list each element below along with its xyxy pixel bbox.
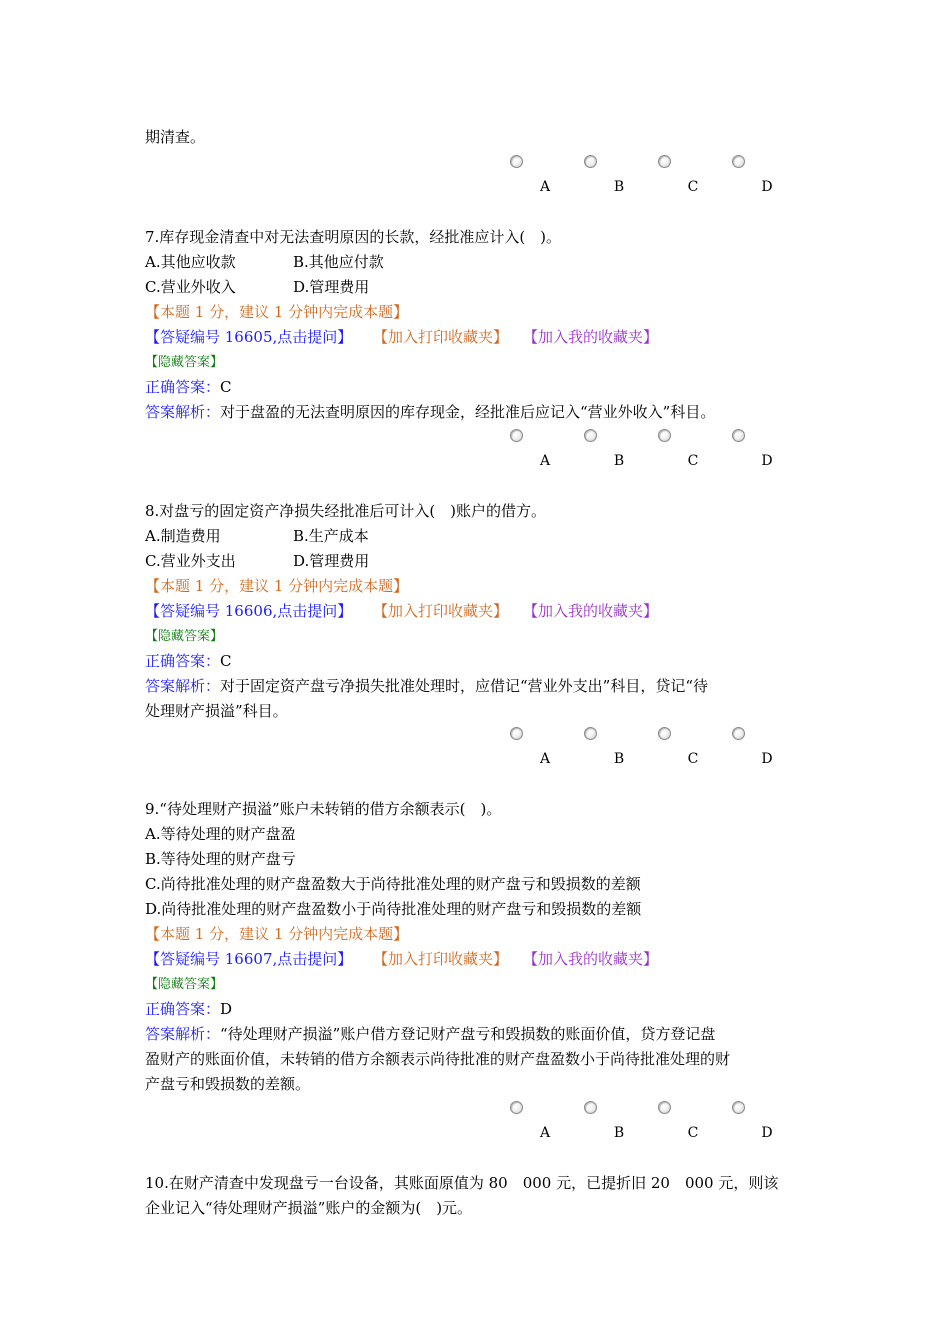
label-a: A <box>539 1125 551 1141</box>
q10-stem-line-2: 企业记入“待处理财产损溢”账户的金额为( )元。 <box>145 1199 473 1217</box>
q8-choices <box>510 727 773 787</box>
answer-label: 正确答案： <box>145 378 221 396</box>
q8-option-c: C.营业外支出 <box>145 552 236 570</box>
q6-choices <box>510 155 773 215</box>
radio-b[interactable] <box>584 727 597 740</box>
q8-hide-answer-link[interactable]: 【隐藏答案】 <box>145 629 224 644</box>
radio-c[interactable] <box>658 1101 671 1114</box>
answer-label: 正确答案： <box>145 1000 221 1018</box>
q7-option-a: A.其他应收款 <box>145 253 236 271</box>
label-b: B <box>613 1125 625 1141</box>
q7-score-note: 【本题 1 分，建议 1 分钟内完成本题】 <box>145 303 409 321</box>
q9-option-a: A.等待处理的财产盘盈 <box>145 825 296 843</box>
q8-ask-link[interactable]: 【答疑编号 16606,点击提问】 <box>145 602 353 620</box>
label-c: C <box>687 179 699 195</box>
label-a: A <box>539 179 551 195</box>
q7-print-fav-link[interactable]: 【加入打印收藏夹】 <box>373 328 509 346</box>
answer-value: D <box>220 1000 233 1018</box>
q8-print-fav-link[interactable]: 【加入打印收藏夹】 <box>373 602 509 620</box>
radio-c[interactable] <box>658 429 671 442</box>
q7-answer <box>145 375 232 400</box>
q9-option-c: C.尚待批准处理的财产盘盈数大于尚待批准处理的财产盘亏和毁损数的差额 <box>145 875 641 893</box>
q9-choices <box>510 1101 773 1161</box>
q8-stem: 8.对盘亏的固定资产净损失经批准后可计入( )账户的借方。 <box>145 502 547 520</box>
radio-d[interactable] <box>732 727 745 740</box>
q8-score-note: 【本题 1 分，建议 1 分钟内完成本题】 <box>145 577 409 595</box>
label-c: C <box>687 1125 699 1141</box>
q7-ask-link[interactable]: 【答疑编号 16605,点击提问】 <box>145 328 353 346</box>
answer-value: C <box>220 378 232 396</box>
q9-score-note: 【本题 1 分，建议 1 分钟内完成本题】 <box>145 925 409 943</box>
label-d: D <box>761 1125 773 1141</box>
q8-option-b: B.生产成本 <box>293 527 369 545</box>
q9-answer <box>145 997 232 1022</box>
analysis-text: 对于盘盈的无法查明原因的库存现金，经批准后应记入“营业外收入”科目。 <box>220 403 716 421</box>
label-a: A <box>539 453 551 469</box>
q9-analysis-line-1 <box>145 1022 715 1047</box>
radio-a[interactable] <box>510 155 523 168</box>
q9-option-b: B.等待处理的财产盘亏 <box>145 850 296 868</box>
q7-choices <box>510 429 773 489</box>
radio-c[interactable] <box>658 727 671 740</box>
q9-ask-link[interactable]: 【答疑编号 16607,点击提问】 <box>145 950 353 968</box>
radio-a[interactable] <box>510 727 523 740</box>
radio-a[interactable] <box>510 1101 523 1114</box>
radio-d[interactable] <box>732 155 745 168</box>
q8-my-fav-link[interactable]: 【加入我的收藏夹】 <box>523 602 659 620</box>
q6-stem-tail: 期清查。 <box>145 128 206 146</box>
q8-analysis-line-2: 处理财产损溢”科目。 <box>145 702 288 720</box>
label-d: D <box>761 751 773 767</box>
q7-option-c: C.营业外收入 <box>145 278 236 296</box>
q9-hide-answer-link[interactable]: 【隐藏答案】 <box>145 977 224 992</box>
q8-option-a: A.制造费用 <box>145 527 221 545</box>
analysis-text: 对于固定资产盘亏净损失批准处理时，应借记“营业外支出”科目，贷记“待 <box>220 677 709 695</box>
analysis-label: 答案解析： <box>145 403 221 421</box>
q8-option-d: D.管理费用 <box>293 552 370 570</box>
q7-stem: 7.库存现金清查中对无法查明原因的长款，经批准应计入( )。 <box>145 228 562 246</box>
q7-hide-answer-link[interactable]: 【隐藏答案】 <box>145 355 224 370</box>
analysis-text: “待处理财产损溢”账户借方登记财产盘亏和毁损数的账面价值，贷方登记盘 <box>220 1025 716 1043</box>
q9-my-fav-link[interactable]: 【加入我的收藏夹】 <box>523 950 659 968</box>
label-b: B <box>613 453 625 469</box>
answer-value: C <box>220 652 232 670</box>
q8-answer <box>145 649 232 674</box>
q8-analysis-line-1 <box>145 674 708 699</box>
label-b: B <box>613 179 625 195</box>
label-c: C <box>687 751 699 767</box>
label-b: B <box>613 751 625 767</box>
q7-option-d: D.管理费用 <box>293 278 370 296</box>
analysis-label: 答案解析： <box>145 1025 221 1043</box>
radio-c[interactable] <box>658 155 671 168</box>
q9-analysis-line-2: 盈财产的账面价值，未转销的借方余额表示尚待批准的财产盘盈数小于尚待批准处理的财 <box>145 1050 731 1068</box>
label-d: D <box>761 179 773 195</box>
radio-a[interactable] <box>510 429 523 442</box>
label-d: D <box>761 453 773 469</box>
q7-my-fav-link[interactable]: 【加入我的收藏夹】 <box>523 328 659 346</box>
label-c: C <box>687 453 699 469</box>
radio-b[interactable] <box>584 429 597 442</box>
radio-b[interactable] <box>584 155 597 168</box>
label-a: A <box>539 751 551 767</box>
q9-option-d: D.尚待批准处理的财产盘盈数小于尚待批准处理的财产盘亏和毁损数的差额 <box>145 900 642 918</box>
radio-b[interactable] <box>584 1101 597 1114</box>
q9-analysis-line-3: 产盘亏和毁损数的差额。 <box>145 1075 311 1093</box>
radio-d[interactable] <box>732 429 745 442</box>
analysis-label: 答案解析： <box>145 677 221 695</box>
q9-print-fav-link[interactable]: 【加入打印收藏夹】 <box>373 950 509 968</box>
q10-stem-line-1: 10.在财产清查中发现盘亏一台设备，其账面原值为 80 000 元，已提折旧 20 000 元，则该 <box>145 1174 779 1192</box>
radio-d[interactable] <box>732 1101 745 1114</box>
q7-option-b: B.其他应付款 <box>293 253 384 271</box>
q7-analysis <box>145 400 715 425</box>
answer-label: 正确答案： <box>145 652 221 670</box>
q9-stem: 9.“待处理财产损溢”账户未转销的借方余额表示( )。 <box>145 800 502 818</box>
